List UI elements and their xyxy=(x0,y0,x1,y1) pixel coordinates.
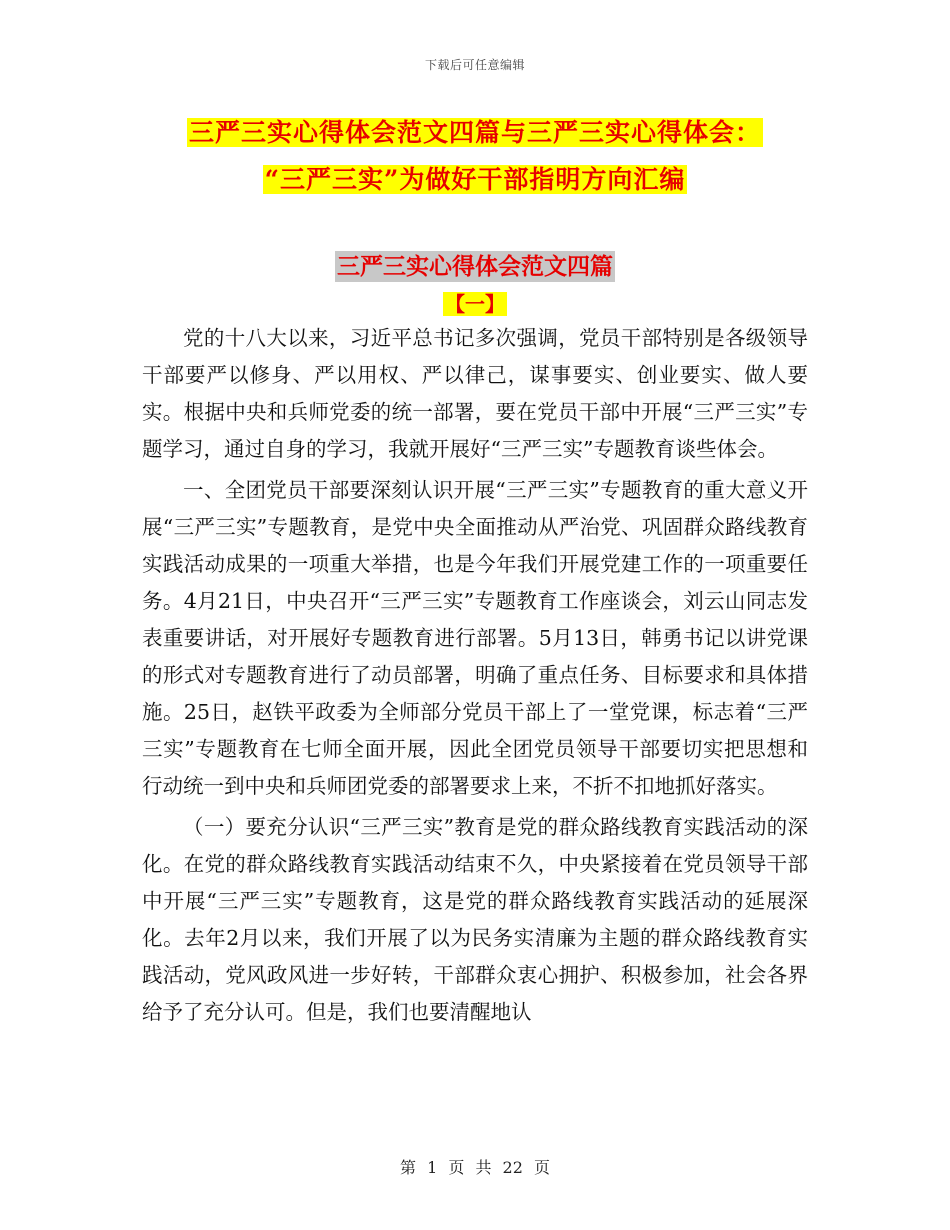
page-footer-number: 第 1 页 共 22 页 xyxy=(400,1158,550,1177)
document-body xyxy=(142,320,808,1035)
document-title-line-2 xyxy=(0,160,950,196)
page-header-note: 下载后可任意编辑 xyxy=(424,58,525,72)
document-title-line-2-text: “三严三实”为做好干部指明方向汇编 xyxy=(264,165,686,194)
body-paragraph: （一）要充分认识“三严三实”教育是党的群众路线教育实践活动的深化。在党的群众路线教育实践活动结束不久，中央紧接着在党员领导干部中开展“三严三实”专题教育，这是党的群众路线教育实践活动的延展深化。去年2月以来，我们开展了以为民务实清廉为主题的群众路线教育实践活动，党风政风进一步好转，干部群众衷心拥护、积极参加，社会各界给予了充分认可。但是，我们也要清醒地认 xyxy=(142,815,808,1024)
section-number-text: 【一】 xyxy=(445,292,505,316)
body-paragraph: 党的十八大以来，习近平总书记多次强调，党员干部特别是各级领导干部要严以修身、严以用权、严以律己，谋事要实、创业要实、做人要实。根据中央和兵师党委的统一部署，要在党员干部中开展“三严三实”专题学习，通过自身的学习，我就开展好“三严三实”专题教育谈些体会。 xyxy=(142,326,808,461)
section-heading-text: 三严三实心得体会范文四篇 xyxy=(337,253,613,280)
section-number xyxy=(0,288,950,317)
document-title-line-1-text: 三严三实心得体会范文四篇与三严三实心得体会： xyxy=(188,118,761,147)
section-heading xyxy=(0,248,950,281)
document-title-line-1 xyxy=(0,113,950,149)
body-paragraph: 一、全团党员干部要深刻认识开展“三严三实”专题教育的重大意义开展“三严三实”专题教育，是党中央全面推动从严治党、巩固群众路线教育实践活动成果的一项重大举措，也是今年我们开展党建工作的一项重要任务。4月21日，中央召开“三严三实”专题教育工作座谈会，刘云山同志发表重要讲话，对开展好专题教育进行部署。5月13日，韩勇书记以讲党课的形式对专题教育进行了动员部署，明确了重点任务、目标要求和具体措施。25日，赵铁平政委为全师部分党员干部上了一堂党课，标志着“三严三实”专题教育在七师全面开展，因此全团党员领导干部要切实把思想和行动统一到中央和兵师团党委的部署要求上来，不折不扣地抓好落实。 xyxy=(142,478,808,798)
